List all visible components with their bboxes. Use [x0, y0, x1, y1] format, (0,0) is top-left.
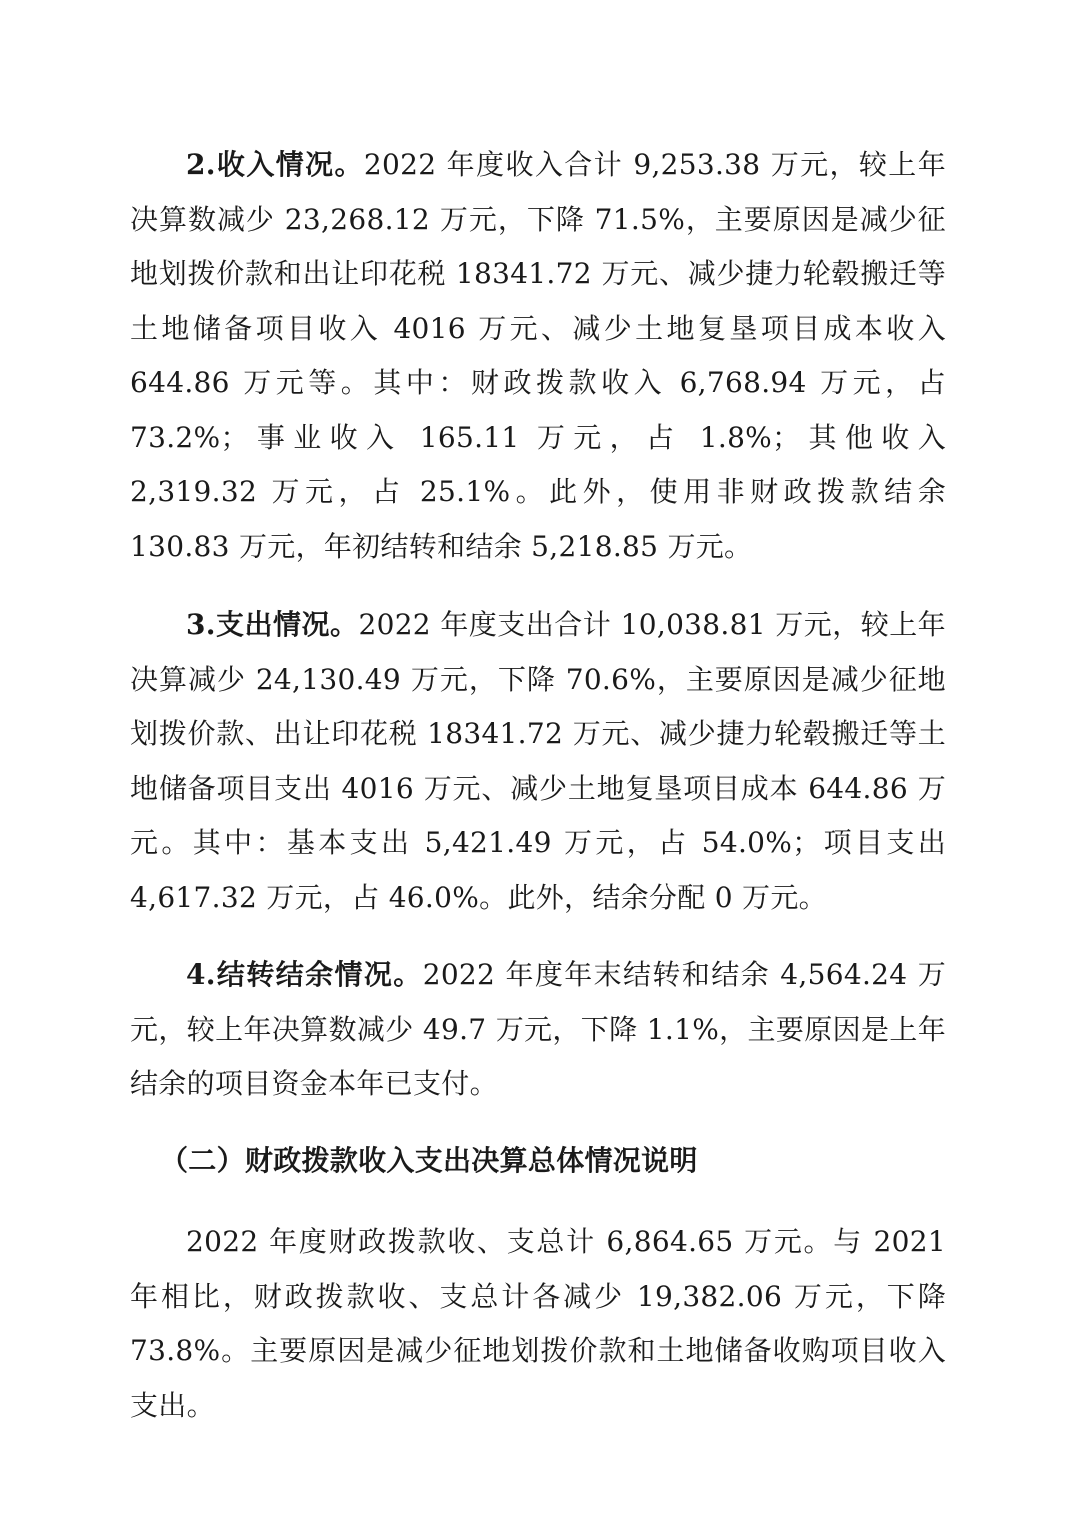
expenditure-heading: 3.支出情况。 [186, 608, 359, 641]
carryover-paragraph [130, 948, 946, 1112]
carryover-text: 2022 年度年末结转和结余 4,564.24 万元，较上年决算数减少 49.7 万元，下降 1.1%，主要原因是上年结余的项目资金本年已支付。 [130, 958, 946, 1100]
fiscal-appropriation-text: 2022 年度财政拨款收、支总计 6,864.65 万元。与 2021 年相比，财政拨款收、支总计各减少 19,382.06 万元，下降 73.8%。主要原因是减少征地划拨价款和土地储备收购项目收入支出。 [130, 1225, 946, 1422]
income-text: 2022 年度收入合计 9,253.38 万元，较上年决算数减少 23,268.12 万元，下降 71.5%，主要原因是减少征地划拨价款和出让印花税 18341.72 万元、减少捷力轮毂搬迁等土地储备项目收入 4016 万元、减少土地复垦项目成本收入 644.86 万元等。其中：财政拨款收入 6,768.94 万元，占 73.2%；事业收入 165.11 万元，占 1.8%；其他收入 2,319.32 万元，占 25.1%。此外，使用非财政拨款结余 130.83 万元，年初结转和结余 5,218.85 万元。 [130, 148, 946, 563]
income-heading: 2.收入情况。 [186, 148, 364, 181]
section-subheading: （二）财政拨款收入支出决算总体情况说明 [160, 1144, 698, 1177]
carryover-heading: 4.结转结余情况。 [186, 958, 423, 991]
expenditure-paragraph [130, 598, 946, 925]
income-paragraph [130, 138, 946, 574]
fiscal-appropriation-paragraph [130, 1215, 946, 1433]
expenditure-text: 2022 年度支出合计 10,038.81 万元，较上年决算减少 24,130.49 万元，下降 70.6%，主要原因是减少征地划拨价款、出让印花税 18341.72 万元、减少捷力轮毂搬迁等土地储备项目支出 4016 万元、减少土地复垦项目成本 644.86 万元。其中：基本支出 5,421.49 万元，占 54.0%；项目支出 4,617.32 万元，占 46.0%。此外，结余分配 0 万元。 [130, 608, 946, 914]
